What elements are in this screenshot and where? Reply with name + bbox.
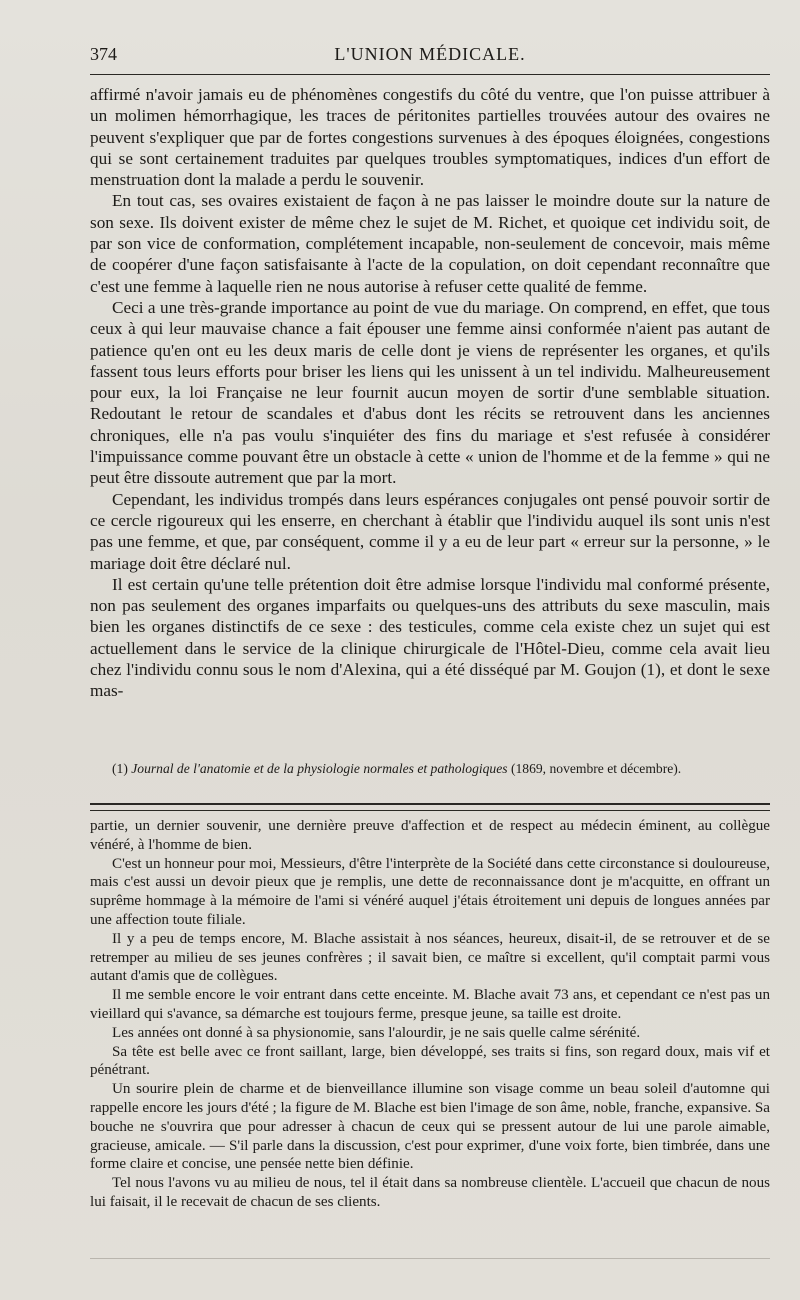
journal-title: L'UNION MÉDICALE. bbox=[334, 44, 526, 64]
feuilleton-paragraph: Les années ont donné à sa physionomie, sans l'alourdir, je ne sais quelle calme sérénité. bbox=[112, 1024, 641, 1041]
feuilleton-paragraph: partie, un dernier souvenir, une dernière preuve d'affection et de respect au médecin éminent, au collègue vénéré, à l'homme de bien. bbox=[90, 818, 770, 853]
feuilleton-section bbox=[90, 817, 770, 1212]
footnote-text bbox=[90, 760, 770, 778]
article-paragraph: En tout cas, ses ovaires existaient de façon à ne pas laisser le moindre doute sur la nature de son sexe. Ils doivent exister de même chez le sujet de M. Richet, et quoique cet individu soit, de par son vice de conformation, complétement incapable, non-seulement de concevoir, mais même de coopérer d'une façon satisfaisante à l'acte de la copulation, on doit cependant reconnaître que c'est une femme à laquelle rien ne nous autorise à refuser cette qualité de femme. bbox=[90, 191, 770, 296]
feuilleton-paragraph: Tel nous l'avons vu au milieu de nous, tel il était dans sa nombreuse clientèle. L'accueil que chacun de nous lui faisait, il le recevait de chacun de ses clients. bbox=[90, 1175, 770, 1210]
footnote-details: (1869, novembre et décembre). bbox=[507, 761, 682, 776]
footnote bbox=[90, 760, 770, 778]
feuilleton-paragraph: Il me semble encore le voir entrant dans cette enceinte. M. Blache avait 73 ans, et cependant ce n'est pas un vieillard qui s'avance, sa démarche est toujours ferme, presque jeune, sa taille est droite. bbox=[90, 987, 770, 1022]
footnote-journal: Journal de l'anatomie et de la physiologie normales et pathologiques bbox=[131, 761, 508, 776]
feuilleton-separator bbox=[90, 803, 770, 811]
running-head bbox=[90, 42, 770, 70]
header-rule bbox=[90, 74, 770, 75]
page-number: 374 bbox=[90, 44, 117, 64]
article-paragraph: Ceci a une très-grande importance au point de vue du mariage. On comprend, en effet, que tous ceux à qui leur mauvaise chance a fait épouser une femme ainsi conformée n'aient pas autant de patience qu'en ont eu les deux maris de celle dont je viens de représenter les organes, et qu'ils fassent tous leurs efforts pour briser les liens qui les unissent à un tel individu. Malheureusement pour eux, la loi Française ne leur fournit aucun moyen de sortir d'une semblable situation. Redoutant le retour de scandales et d'abus dont les récits se retrouvent dans les anciennes chroniques, elle n'a pas voulu s'inquiéter des fins du mariage et s'est refusée à considérer l'impuissance comme pouvant être un obstacle à cette « union de l'homme et de la femme » qui ne peut être dissoute autrement que par la mort. bbox=[90, 297, 770, 488]
article-paragraph: Il est certain qu'une telle prétention doit être admise lorsque l'individu mal conformé présente, non pas seulement des organes imparfaits ou quelques-uns des attributs du sexe masculin, mais bien les organes distinctifs de ce sexe : des testicules, comme cela existe chez un sujet qui est actuellement dans le service de la clinique chirurgicale de l'Hôtel-Dieu, comme cela avait lieu chez l'individu connu sous le nom d'Alexina, qui a été disséqué par M. Goujon (1), et dont le sexe mas- bbox=[90, 574, 770, 701]
footnote-marker: (1) bbox=[112, 761, 132, 776]
article-paragraph: Cependant, les individus trompés dans leurs espérances conjugales ont pensé pouvoir sortir de ce cercle rigoureux qui les enserre, en cherchant à établir que l'individu auquel ils sont unis n'est pas une femme, et que, par conséquent, comme il y a eu de leur part « erreur sur la personne, » le mariage doit être déclaré nul. bbox=[90, 489, 770, 573]
feuilleton-paragraph: Un sourire plein de charme et de bienveillance illumine son visage comme un beau soleil d'automne qui rappelle encore les jours d'été ; la figure de M. Blache est bien l'image de son âme, noble, franche, expansive. Sa bouche ne s'ouvrira que pour adresser à chacun de ceux qui se pressent autour de lui une parole aimable, gracieuse, amicale. — S'il parle dans la discussion, c'est pour exprimer, d'une voix forte, bien timbrée, dans une forme claire et concise, une pensée nette bien définie. bbox=[90, 1081, 770, 1173]
feuilleton-paragraph: C'est un honneur pour moi, Messieurs, d'être l'interprète de la Société dans cette circonstance si douloureuse, mais c'est aussi un devoir pieux que je remplis, une dette de reconnaissance dont je m'acquitte, en offrant un suprême hommage à la mémoire de l'ami si vénéré auquel j'étais étroitement uni depuis de longues années par une affection toute filiale. bbox=[90, 855, 770, 928]
main-article bbox=[90, 84, 770, 702]
article-paragraph: affirmé n'avoir jamais eu de phénomènes congestifs du côté du ventre, que l'on puisse attribuer à un molimen hémorrhagique, les traces de péritonites partielles trouvées autour des ovaires ne peuvent s'expliquer que par de fortes congestions survenues à des époques éloignées, congestions qui se sont certainement traduites par quelques troubles symptomatiques, indices d'un effort de menstruation dont la malade a perdu le souvenir. bbox=[90, 85, 770, 190]
bottom-rule bbox=[90, 1258, 770, 1259]
feuilleton-paragraph: Sa tête est belle avec ce front saillant, large, bien développé, ses traits si fins, son regard doux, mais vif et pénétrant. bbox=[90, 1043, 770, 1079]
feuilleton-paragraph: Il y a peu de temps encore, M. Blache assistait à nos séances, heureux, disait-il, de se retrouver et de se retremper au milieu de ses jeunes confrères ; il savait bien, ce maître si excellent, qu'il comptait parmi vous autant d'amis que de collègues. bbox=[90, 930, 770, 985]
